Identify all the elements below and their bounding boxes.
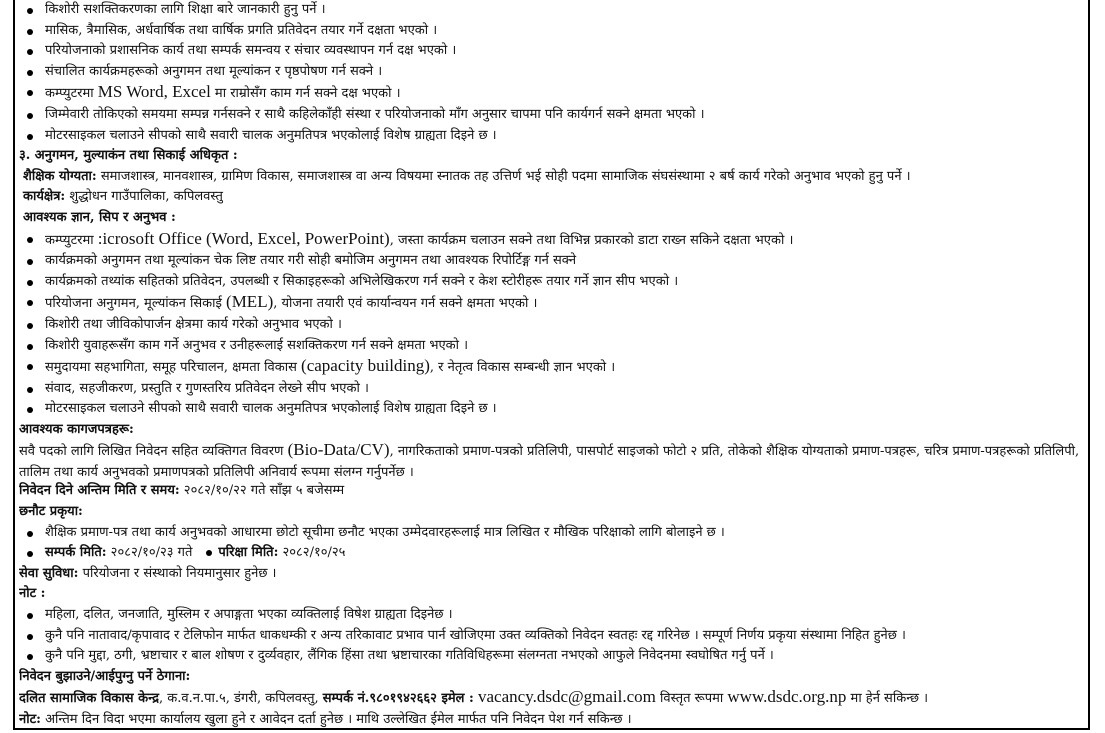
list-item: [19, 292, 1082, 315]
list-item: [19, 82, 1082, 105]
final-note-text: अन्तिम दिन विदा भएमा कार्यालय खुला हुने र आवेदन दर्ता हुनेछ । माथि उल्लेखित ईमेल मार्फत पनि निवेदन पेश गर्न सकिन्छ ।: [40, 712, 632, 727]
final-note-line: [19, 710, 1082, 730]
documents-paragraph: [19, 440, 1082, 481]
email-address[interactable]: vacancy.dsdc@gmail.com: [473, 687, 656, 707]
workplace-text: शुद्धोधन गाउँपालिका, कपिलवस्तु: [65, 189, 223, 205]
deadline-label: निवेदन दिने अन्तिम मिति र समय:: [19, 483, 180, 499]
notice-frame: [13, 0, 1090, 730]
notes-heading: नोट :: [19, 586, 46, 602]
section3-heading: ३. अनुगमन, मुल्याकंन तथा सिकाई अधिकृत :: [19, 148, 238, 164]
final-note-label: नोट:: [19, 712, 41, 727]
email-label: इमेल :: [436, 691, 474, 707]
contact-date-label: सम्पर्क मिति:: [45, 545, 107, 561]
section3-bullet-list: [19, 229, 1082, 420]
list-item: [19, 356, 1082, 379]
list-item: जिम्मेवारी तोकिएको समयमा सम्पन्न गर्नसक्ने र साथै कहिलेकाँही संस्था र परियोजनाको माँग अनुसार चापमा पनि कार्यगर्न सक्ने क्षमता भएको ।: [19, 105, 1082, 126]
bullet-dot: [206, 550, 212, 556]
software-name: MS Word, Excel: [97, 82, 211, 102]
address: , क.व.न.पा.५, डंगरी, कपिलवस्तु,: [159, 691, 323, 707]
text: समुदायमा सहभागिता, समूह परिचालन, क्षमता विकास: [45, 360, 302, 376]
workplace-line: [19, 187, 1082, 208]
qualification-line: [19, 167, 1082, 188]
facility-value: परियोजना र संस्थाको नियमानुसार हुनेछ ।: [78, 565, 277, 581]
capacity-building-term: (capacity building): [301, 356, 430, 376]
list-item: मोटरसाइकल चलाउने सीपको साथै सवारी चालक अनुमतिपत्र भएकोलाई विशेष ग्राह्यता दिइने छ ।: [19, 126, 1082, 147]
website-link[interactable]: www.dsdc.org.np: [727, 687, 847, 707]
text: परियोजना अनुगमन, मूल्यांकन सिकाई: [45, 296, 227, 312]
facility-line: [19, 564, 1082, 585]
exam-date-label: परिक्षा मिति:: [218, 545, 279, 561]
phone-label: सम्पर्क नं.: [322, 691, 370, 707]
text: कम्प्युटरमा: [45, 232, 98, 248]
list-item: कुनै पनि नातावाद/कृपावाद र टेलिफोन मार्फत धाकधम्की र अन्य तरिकावाट प्रभाव पार्न खोजिएमा उक्त व्यक्तिको निवेदन स्वतहः रद्द गरिनेछ । सम्पूर्ण निर्णय प्रकृया संस्थामा निहित हुनेछ ।: [19, 626, 1082, 647]
text: मा राम्रोसँग काम गर्न सक्ने दक्ष भएको ।: [210, 86, 401, 102]
org-name: दलित सामाजिक विकास केन्द्र: [19, 691, 160, 707]
list-item: महिला, दलित, जनजाति, मुस्लिम र अपाङ्गता भएका व्यक्तिलाई विषेश ग्राह्यता दिइनेछ ।: [19, 605, 1082, 626]
list-item: शैक्षिक प्रमाण-पत्र तथा कार्य अनुभवको आधारमा छोटो सूचीमा छनौट भएका उम्मेदवारहरूलाई मात्र लिखित र मौखिक परिक्षाको लागि बोलाइने छ ।: [19, 523, 1082, 544]
text: , योजना तयारी एवं कार्यान्वयन गर्न सक्ने क्षमता भएको ।: [273, 296, 538, 312]
bio-data-term: (Bio-Data/CV): [287, 440, 390, 460]
list-item: कार्यक्रमको अनुगमन तथा मूल्यांकन चेक लिष्ट तयार गरी सोही बमोजिम अनुगमन तथा आवश्यक रिपोर्टिङ्ग गर्न सक्ने: [19, 251, 1082, 272]
submit-address-line: [19, 687, 1082, 710]
mel-acronym: (MEL): [226, 292, 274, 312]
list-item: कुनै पनि मुद्दा, ठगी, भ्रष्टाचार र बाल शोषण र दुर्व्यवहार, लैंगिक हिंसा तथा भ्रष्टाचारका गतिविधिहरूमा संलग्नता नभएको आफुले निवेदनमा स्वघोषित गर्नु पर्ने ।: [19, 646, 1082, 667]
contact-date-value: २०८२/१०/२३ गते: [106, 545, 193, 561]
phone-number: ९८०१९४२६६२: [369, 691, 437, 707]
skills-heading: आवश्यक ज्ञान, सिप र अनुभव :: [23, 209, 176, 225]
text: कम्प्युटरमा: [45, 86, 98, 102]
list-item: [19, 229, 1082, 252]
submit-heading: निवेदन बुझाउने/आईपुग्नु पर्ने ठेगाना:: [19, 668, 191, 684]
text: विस्तृत रूपमा: [655, 691, 728, 707]
list-item: मासिक, त्रैमासिक, अर्धवार्षिक तथा वार्षिक प्रगति प्रतिवेदन तयार गर्ने दक्षता भएको ।: [19, 21, 1082, 42]
software-name: :icrosoft Office (Word, Excel, PowerPoint): [97, 228, 390, 248]
qualification-text: समाजशास्त्र, मानवशास्त्र, ग्रामिण विकास, समाजशास्त्र वा अन्य विषयमा स्नातक तह उत्तिर्ण भई सोही पदमा सामाजिक संघसंस्थामा २ बर्ष कार्य गरेको अनुभाव भएको हुनु पर्ने ।: [96, 168, 911, 184]
qualification-label: शैक्षिक योग्यता:: [23, 168, 97, 184]
text: , नागरिकताको प्रमाण-पत्रको प्रतिलिपी, पासपोर्ट साइजको फोटो २ प्रति, तोकेको शैक्षिक योग्यताको प्रमाण-पत्रहरू, चरित्र प्रमाण-पत्रहरूको प्रतिलिपी, तालिम तथा कार्य अनुभवको प्रमाणपत्रको प्रतिलिपी अनिवार्य रूपमा संलग्न गर्नुपर्नेछ ।: [19, 444, 1080, 481]
deadline-value: २०८२/१०/२२ गते साँझ ५ बजेसम्म: [179, 483, 345, 499]
list-item: संचालित कार्यक्रमहरूको अनुगमन तथा मूल्यांकन र पृष्ठपोषण गर्न सक्ने ।: [19, 62, 1082, 83]
workplace-label: कार्यक्षेत्र:: [23, 189, 66, 205]
facility-label: सेवा सुविधा:: [19, 565, 79, 581]
selection-heading: छनौट प्रकृया:: [19, 504, 83, 520]
list-item: किशोरी तथा जीविकोपार्जन क्षेत्रमा कार्य गरेको अनुभाव भएको ।: [19, 315, 1082, 336]
list-item: संवाद, सहजीकरण, प्रस्तुति र गुणस्तरिय प्रतिवेदन लेख्ने सीप भएको ।: [19, 379, 1082, 400]
section2-bullet-list: [19, 0, 1082, 146]
dates-list-item: [19, 543, 1082, 564]
exam-date-value: २०८२/१०/२५: [278, 545, 346, 561]
text: मा हेर्न सकिन्छ ।: [846, 691, 929, 707]
text: , र नेतृत्व विकास सम्बन्धी ज्ञान भएको ।: [429, 360, 616, 376]
list-item: मोटरसाइकल चलाउने सीपको साथै सवारी चालक अनुमतिपत्र भएकोलाई विशेष ग्राह्यता दिइने छ ।: [19, 399, 1082, 420]
list-item: किशोरी युवाहरूसँग काम गर्ने अनुभव र उनीहरूलाई सशक्तिकरण गर्न सक्ने क्षमता भएको ।: [19, 336, 1082, 357]
text: सवै पदको लागि लिखित निवेदन सहित व्यक्तिगत विवरण: [19, 444, 288, 460]
list-item: कार्यक्रमको तथ्यांक सहितको प्रतिवेदन, उपलब्धी र सिकाइहरूको अभिलेखिकरण गर्न सक्ने र केश स्टोरीहरू तयार गर्ने ज्ञान सीप भएको ।: [19, 272, 1082, 293]
list-item: परियोजनाको प्रशासनिक कार्य तथा सम्पर्क समन्वय र संचार व्यवस्थापन गर्न दक्ष भएको ।: [19, 41, 1082, 62]
text: , जस्ता कार्यक्रम चलाउन सक्ने तथा विभिन्न प्रकारको डाटा राख्न सकिने दक्षता भएको ।: [389, 232, 794, 248]
deadline-line: [19, 481, 1082, 502]
notes-bullet-list: [19, 605, 1082, 667]
documents-heading: आवश्यक कागजपत्रहरू:: [19, 421, 134, 437]
list-item: किशोरी सशक्तिकरणका लागि शिक्षा बारे जानकारी हुनु पर्ने ।: [19, 0, 1082, 21]
